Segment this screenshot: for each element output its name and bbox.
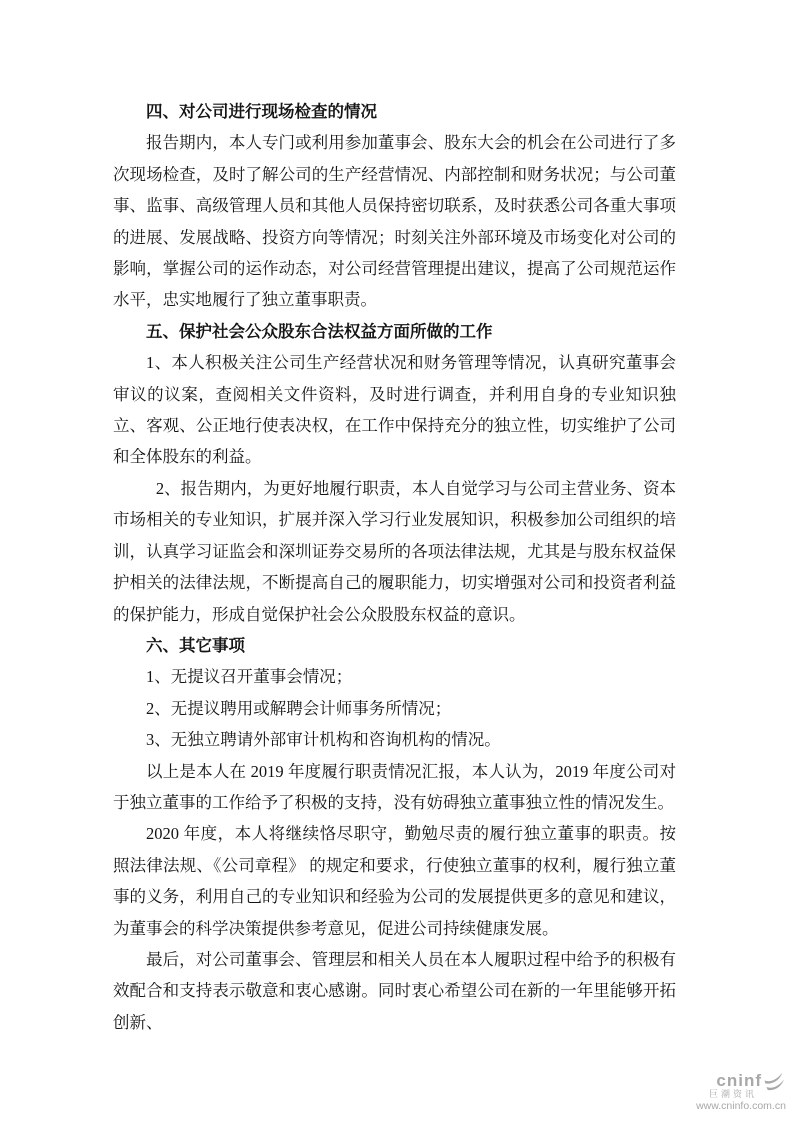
paragraph-shareholder-protection-2: 2、报告期内，为更好地履行职责，本人自觉学习与公司主营业务、资本市场相关的专业知识，扩展并深入学习行业发展知识，积极参加公司组织的培训，认真学习证监会和深圳证券交易所的各项法律法规，尤其是与股东权益保护相关的法律法规，不断提高自己的履职能力，切实增强对公司和投资者利益的保护能力，形成自觉保护社会公众股股东权益的意识。	[113, 478, 676, 624]
cninfo-url: www.cninfo.com.cn	[696, 1100, 786, 1113]
paragraph-summary-2019: 以上是本人在 2019 年度履行职责情况汇报，本人认为，2019 年度公司对于独立董事的工作给予了积极的支持，没有妨碍独立董事独立性的情况发生。	[113, 761, 676, 812]
list-item-3: 3、无独立聘请外部审计机构和咨询机构的情况。	[146, 730, 501, 750]
section-heading-5: 五、保护社会公众股东合法权益方面所做的工作	[146, 321, 493, 341]
paragraph-shareholder-protection-1: 1、本人积极关注公司生产经营状况和财务管理等情况，认真研究董事会审议的议案，查阅相关文件资料，及时进行调查，并利用自身的专业知识独立、客观、公正地行使表决权，在工作中保持充分的独立性，切实维护了公司和全体股东的利益。	[113, 353, 676, 467]
cninfo-logo-text: cninf	[716, 1070, 762, 1090]
section-heading-6: 六、其它事项	[146, 635, 245, 655]
document-body	[113, 96, 676, 1038]
cninfo-logo	[694, 1072, 788, 1091]
paragraph-thanks: 最后，对公司董事会、管理层和相关人员在本人履职过程中给予的积极有效配合和支持表示敬意和衷心感谢。同时衷心希望公司在新的一年里能够开拓创新、	[113, 949, 676, 1032]
list-item-2: 2、无提议聘用或解聘会计师事务所情况；	[146, 698, 452, 718]
list-item-1: 1、无提议召开董事会情况；	[146, 667, 353, 687]
paragraph-site-inspection: 报告期内，本人专门或利用参加董事会、股东大会的机会在公司进行了多次现场检查，及时了解公司的生产经营情况、内部控制和财务状况；与公司董事、监事、高级管理人员和其他人员保持密切联系，及时获悉公司各重大事项的进展、发展战略、投资方向等情况；时刻关注外部环境及市场变化对公司的影响，掌握公司的运作动态，对公司经营管理提出建议，提高了公司规范运作水平，忠实地履行了独立董事职责。	[113, 133, 676, 310]
section-heading-4: 四、对公司进行现场检查的情况	[146, 102, 377, 121]
cninfo-brand-chinese: 巨潮资讯	[708, 1088, 757, 1099]
paragraph-outlook-2020: 2020 年度，本人将继续恪尽职守，勤勉尽责的履行独立董事的职责。按照法律法规、《公司章程》 的规定和要求，行使独立董事的权利，履行独立董事的义务，利用自己的专业知识和经验为公司的发展提供更多的意见和建议，为董事会的科学决策提供参考意见，促进公司持续健康发展。	[113, 824, 676, 938]
cninfo-swirl-icon	[763, 1072, 784, 1091]
cninfo-watermark	[694, 1072, 788, 1113]
